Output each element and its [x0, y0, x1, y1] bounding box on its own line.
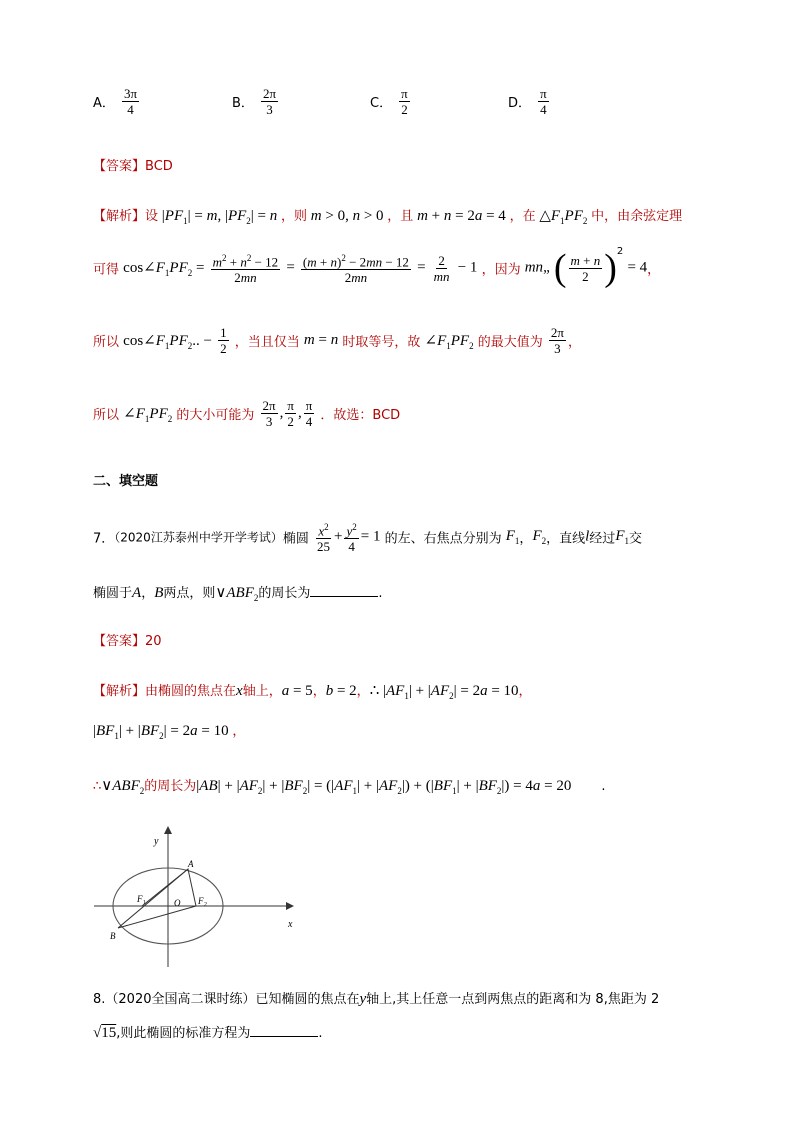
q6-analysis-line3: 所以 $\cos\angle F_1PF_2$.. − $\frac{1}{2}$ ，当且仅当 m = n 时取等号，故 $\angle F_1PF_2$ 的最大值为 $\frac{2\pi}{3}$ ， [93, 325, 581, 356]
label-y: y [154, 836, 159, 847]
option-d-label: D． [508, 96, 532, 111]
x-axis-arrow [286, 902, 294, 910]
option-c [370, 86, 412, 117]
q6-analysis-line2: 可得 $\cos\angle F_1PF_2$ = $\frac{m^2 + n^2 - 12}{2mn}$ = $\frac{(m + n)^2 - 2mn - 12}{2mn}$ = $\frac{2}{mn}$ − 1 ，因为 mn„ ( $\frac{m + n}{2}$ )$^2$ = 4， [93, 246, 661, 289]
option-c-label: C． [370, 96, 393, 111]
option-b [232, 86, 280, 117]
q7-line1: 7．（2020江苏泰州中学开学考试）椭圆 $\frac{x^2}{25}$ + $\frac{y^2}{4}$ = 1 的左、右焦点分别为 $F_1$，$F_2$，直线l经过$F_1$交 [93, 522, 642, 555]
y-axis-arrow [164, 826, 172, 834]
option-b-label: B． [232, 96, 254, 111]
segment-af1 [142, 869, 188, 906]
q7-answer: 【答案】20 [93, 634, 162, 649]
q6-answer [93, 155, 173, 174]
option-d-value: $\frac{\pi}{4}$ [540, 86, 547, 117]
q8-line2: √15,则此椭圆的标准方程为 . [93, 1022, 323, 1042]
label-f1-sub: 1 [143, 900, 146, 906]
label-f2-sub: 2 [204, 902, 207, 908]
q7-analysis-line1: 【解析】由椭圆的焦点在x轴上，a = 5，b = 2，∴ $|AF_1| + |AF_2| = 2a = 10$， [93, 683, 532, 701]
analysis-label: 【解析】 [93, 209, 146, 224]
label-b: B [110, 931, 116, 941]
q8-answer-blank [250, 1022, 318, 1037]
ellipse-figure [90, 822, 305, 972]
section-title: 二、填空题 [93, 474, 159, 489]
answer-value: BCD [145, 159, 173, 174]
label-x: x [288, 919, 293, 930]
q7-analysis-line2: $|BF_1| + |BF_2| = 2a = 10$ ， [93, 723, 246, 741]
option-c-value: $\frac{\pi}{2}$ [401, 86, 408, 117]
q7-analysis-line3: $\therefore\vee ABF_2$的周长为$|AB| + |AF_2| + |BF_2| = (|AF_1| + |AF_2|) + (|BF_1| + |BF_2|) = 4a = 20$ . [93, 778, 606, 796]
option-b-value: $\frac{2\pi}{3}$ [263, 86, 277, 117]
q6-analysis-line4: 所以 $\angle F_1PF_2$ 的大小可能为 $\frac{2\pi}{3}$ , $\frac{\pi}{2}$ , $\frac{\pi}{4}$ ．故选：BCD [93, 398, 401, 429]
option-d [508, 86, 551, 117]
label-a: A [188, 859, 194, 869]
q6-analysis-line1: 【解析】设 $|PF_1| = m$, $|PF_2| = n$ ，则 m > 0, n > 0 ，且 m + n = 2a = 4 ，在 $\triangle F_1PF_2$ 中，由余弦定理 [93, 208, 683, 226]
label-f1: F [137, 894, 143, 904]
option-a [93, 86, 141, 117]
answer-label: 【答案】 [93, 159, 146, 174]
label-f2: F [198, 896, 204, 906]
option-a-value: $\frac{3\pi}{4}$ [124, 86, 138, 117]
q8-line1: 8.（2020全国高二课时练）已知椭圆的焦点在y轴上,其上任意一点到两焦点的距离和为 8,焦距为 2 [93, 991, 660, 1007]
q7-line2: 椭圆于A，B两点，则$\vee ABF_2$的周长为 . [93, 582, 383, 603]
label-o: O [174, 898, 181, 908]
option-a-label: A． [93, 96, 115, 111]
triangle-abf2 [118, 869, 196, 928]
answer-blank [310, 582, 378, 597]
